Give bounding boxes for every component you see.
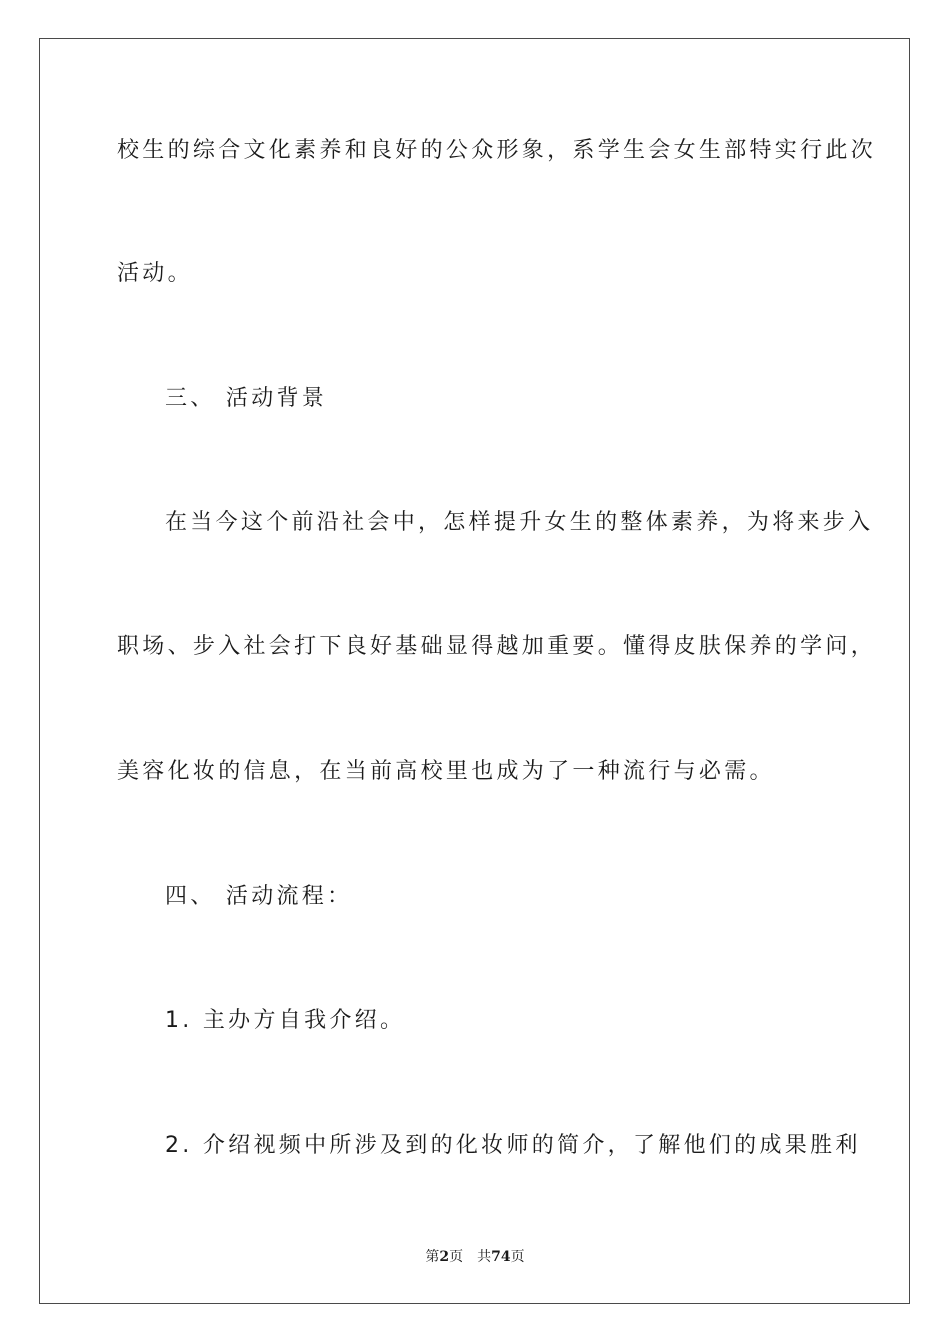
body-line-4: 在当今这个前沿社会中，怎样提升女生的整体素养，为将来步入 bbox=[165, 510, 874, 535]
section-heading-process: 四、 活动流程： bbox=[165, 884, 353, 909]
body-line-6: 美容化妆的信息，在当前高校里也成为了一种流行与必需。 bbox=[117, 759, 775, 784]
page-footer bbox=[0, 1248, 950, 1266]
body-line-5: 职场、步入社会打下良好基础显得越加重要。懂得皮肤保养的学问， bbox=[117, 634, 877, 659]
section-heading-background: 三、 活动背景 bbox=[165, 386, 328, 411]
page-frame bbox=[39, 38, 910, 1304]
list-item-2: 2. 介绍视频中所涉及到的化妆师的简介，了解他们的成果胜利 bbox=[165, 1133, 861, 1158]
footer-page-number: 2 bbox=[439, 1249, 450, 1265]
footer-page-prefix: 第 bbox=[425, 1249, 440, 1265]
body-line-2: 活动。 bbox=[117, 261, 193, 286]
footer-total-suffix: 页 bbox=[510, 1249, 525, 1265]
footer-page-suffix: 页 bbox=[449, 1249, 464, 1265]
footer-total-prefix: 共 bbox=[477, 1249, 492, 1265]
list-item-1: 1. 主办方自我介绍。 bbox=[165, 1008, 406, 1033]
body-line-1: 校生的综合文化素养和良好的公众形象，系学生会女生部特实行此次 bbox=[117, 138, 877, 163]
footer-total-number: 74 bbox=[491, 1249, 511, 1265]
